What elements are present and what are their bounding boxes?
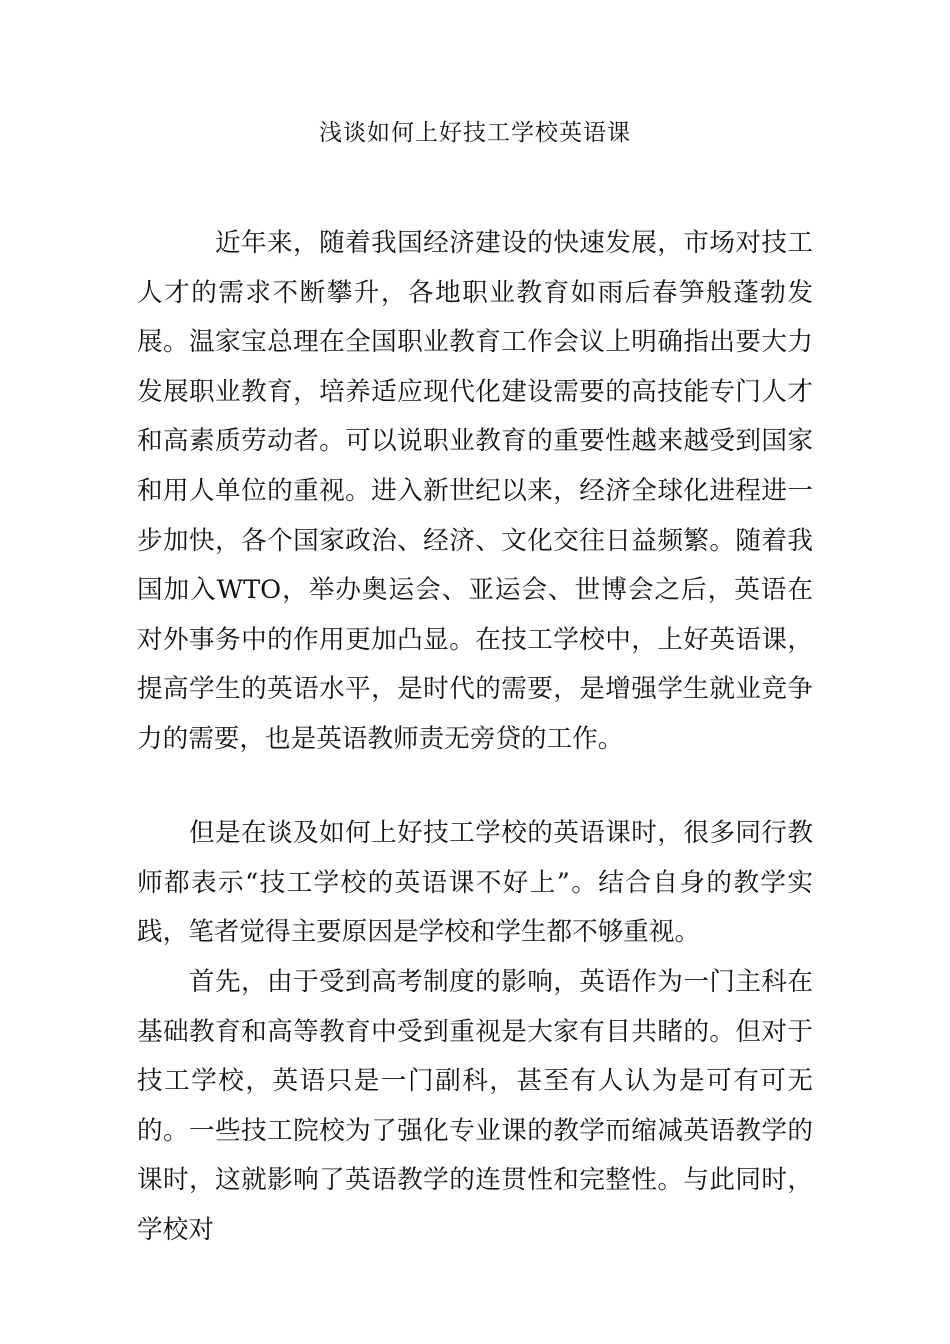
paragraph-2: 但是在谈及如何上好技工学校的英语课时，很多同行教师都表示“技工学校的英语课不好上”。结合自身的教学实践，笔者觉得主要原因是学校和学生都不够重视。 — [137, 818, 813, 948]
paragraph-3: 首先，由于受到高考制度的影响，英语作为一门主科在基础教育和高等教育中受到重视是大家有目共睹的。但对于技工学校，英语只是一门副科，甚至有人认为是可有可无的。一些技工院校为了强化专业课的教学而缩减英语教学的课时，这就影响了英语教学的连贯性和完整性。与此同时，学校对 — [137, 967, 813, 1245]
paragraph-1: 近年来，随着我国经济建设的快速发展，市场对技工人才的需求不断攀升，各地职业教育如雨后春笋般蓬勃发展。温家宝总理在全国职业教育工作会议上明确指出要大力发展职业教育，培养适应现代化建设需要的高技能专门人才和高素质劳动者。可以说职业教育的重要性越来越受到国家和用人单位的重视。进入新世纪以来，经济全球化进程进一步加快，各个国家政治、经济、文化交往日益频繁。随着我国加入WTO，举办奥运会、亚运会、世博会之后，英语在对外事务中的作用更加凸显。在技工学校中，上好英语课，提高学生的英语水平，是时代的需要，是增强学生就业竞争力的需要，也是英语教师责无旁贷的工作。 — [137, 228, 813, 754]
document-title: 浅谈如何上好技工学校英语课 — [319, 120, 631, 146]
